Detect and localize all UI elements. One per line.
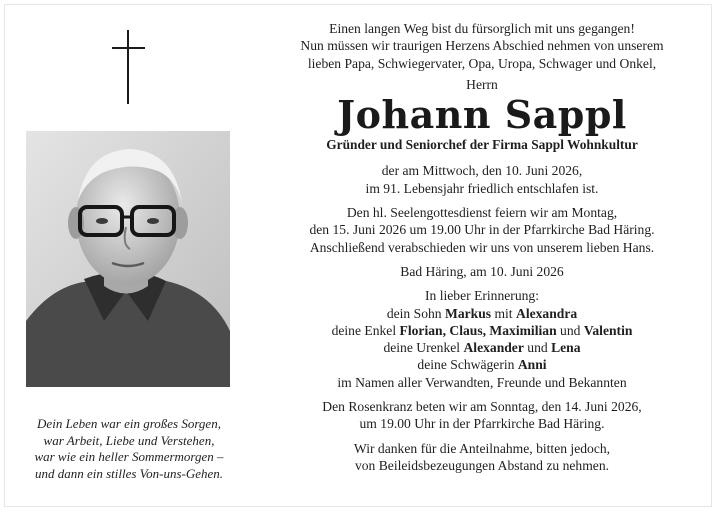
rosary-line: Den Rosenkranz beten wir am Sonntag, den 14. Juni 2026, (322, 399, 642, 415)
death-line: der am Mittwoch, den 10. Juni 2026, (381, 163, 583, 179)
notice-text (262, 20, 702, 474)
intro-line: lieben Papa, Schwiegervater, Opa, Uropa, Schwager und Onkel, (307, 55, 657, 71)
poem-line: und dann ein stilles Von-uns-Gehen. (34, 465, 224, 481)
remembrance-heading: In lieber Erinnerung: (425, 288, 539, 304)
intro-line: Nun müssen wir traurigen Herzens Abschied nehmen von unserem (300, 38, 664, 54)
mourner-others: im Namen aller Verwandten, Freunde und Bekannten (337, 374, 627, 390)
memorial-poem (8, 416, 250, 482)
intro-line: Einen langen Weg bist du fürsorglich mit uns gegangen! (329, 21, 635, 36)
death-line: im 91. Lebensjahr friedlich entschlafen ist. (365, 180, 599, 196)
mass-line: Anschließend verabschieden wir uns von unserem lieben Hans. (309, 239, 655, 255)
thanks-line: von Beileidsbezeugungen Abstand zu nehmen. (354, 457, 610, 473)
mourner-sister-in-law: deine Schwägerin Anni (417, 357, 547, 373)
mass-line: Den hl. Seelengottesdienst feiern wir am Montag, (346, 205, 618, 221)
thanks-line: Wir danken für die Anteilnahme, bitten jedoch, (353, 440, 611, 456)
portrait-photo (26, 131, 230, 387)
poem-line: war wie ein heller Sommermorgen – (34, 449, 224, 464)
mass-line: den 15. Juni 2026 um 19.00 Uhr in der Pfarrkirche Bad Häring. (309, 222, 655, 238)
cross-icon (112, 30, 146, 106)
poem-line: Dein Leben war ein großes Sorgen, (37, 416, 221, 431)
rosary-line: um 19.00 Uhr in der Pfarrkirche Bad Häring. (359, 416, 605, 432)
mourner-grandchildren: deine Enkel Florian, Claus, Maximilian und Valentin (331, 322, 633, 338)
poem-line: war Arbeit, Liebe und Verstehen, (43, 432, 215, 448)
deceased-name: Johann Sappl (337, 92, 627, 138)
place-date: Bad Häring, am 10. Juni 2026 (400, 263, 564, 279)
mourner-great-grandchildren: deine Urenkel Alexander und Lena (383, 340, 581, 356)
salutation: Herrn (466, 76, 498, 92)
deceased-title: Gründer und Seniorchef der Firma Sappl Wohnkultur (326, 137, 638, 153)
mourner-son: dein Sohn Markus mit Alexandra (386, 305, 578, 321)
